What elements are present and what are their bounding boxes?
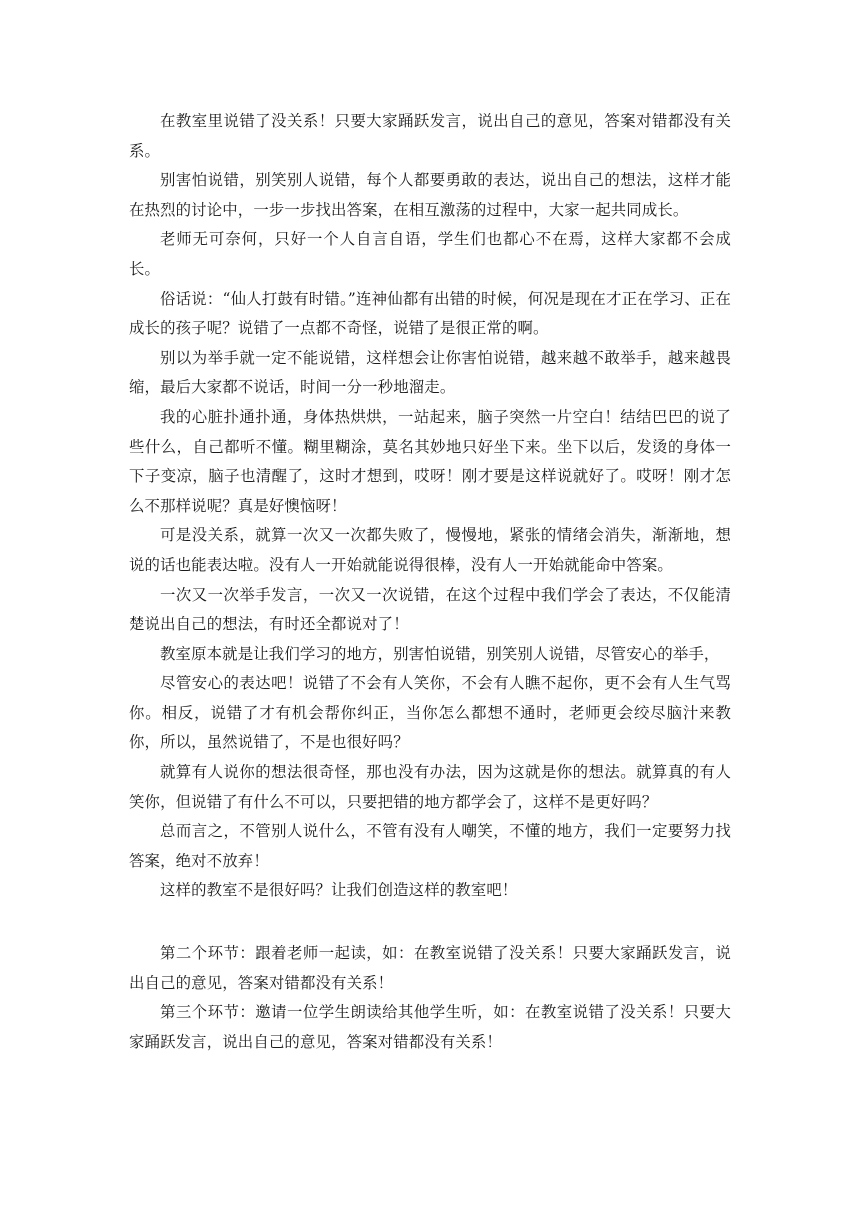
paragraph: 别害怕说错，别笑别人说错，每个人都要勇敢的表达，说出自己的想法，这样才能在热烈的讨论中，一步一步找出答案，在相互激荡的过程中，大家一起共同成长。 [129,171,731,219]
paragraph: 总而言之，不管别人说什么，不管有没有人嘲笑，不懂的地方，我们一定要努力找答案，绝对不放弃！ [129,822,731,870]
paragraph: 教室原本就是让我们学习的地方，别害怕说错，别笑别人说错，尽管安心的举手， [160,644,720,663]
paragraph: 就算有人说你的想法很奇怪，那也没有办法，因为这就是你的想法。就算真的有人笑你，但说错了有什么不可以，只要把错的地方都学会了，这样不是更好吗？ [129,763,731,811]
paragraph: 在教室里说错了没关系！只要大家踊跃发言，说出自己的意见，答案对错都没有关系。 [129,112,731,160]
step-paragraph: 第二个环节：跟着老师一起读，如：在教室说错了没关系！只要大家踊跃发言，说出自己的意见，答案对错都没有关系！ [129,944,731,992]
teaching-steps [129,939,731,1057]
paragraph: 老师无可奈何，只好一个人自言自语，学生们也都心不在焉，这样大家都不会成长。 [129,230,731,278]
paragraph: 可是没关系，就算一次又一次都失败了，慢慢地，紧张的情绪会消失，渐渐地，想说的话也能表达啦。没有人一开始就能说得很棒，没有人一开始就能命中答案。 [129,526,731,574]
paragraph: 我的心脏扑通扑通，身体热烘烘，一站起来，脑子突然一片空白！结结巴巴的说了些什么，自己都听不懂。糊里糊涂，莫名其妙地只好坐下来。坐下以后，发烫的身体一下子变凉，脑子也清醒了，这时才想到，哎呀！刚才要是这样说就好了。哎呀！刚才怎么不那样说呢？真是好懊恼呀！ [129,407,731,515]
paragraph: 这样的教室不是很好吗？让我们创造这样的教室吧！ [160,881,518,900]
essay-body [129,107,731,906]
section-gap [129,906,731,939]
paragraph: 俗话说：“仙人打鼓有时错。”连神仙都有出错的时候，何况是现在才正在学习、正在成长的孩子呢？说错了一点都不奇怪，说错了是很正常的啊。 [129,289,731,338]
step-paragraph: 第三个环节：邀请一位学生朗读给其他学生听，如：在教室说错了没关系！只要大家踊跃发言，说出自己的意见，答案对错都没有关系！ [129,1003,731,1051]
document-page [129,107,731,1057]
paragraph: 尽管安心的表达吧！说错了不会有人笑你，不会有人瞧不起你，更不会有人生气骂你。相反，说错了才有机会帮你纠正，当你怎么都想不通时，老师更会绞尽脑汁来教你，所以，虽然说错了，不是也很好吗？ [129,674,731,752]
paragraph: 一次又一次举手发言，一次又一次说错，在这个过程中我们学会了表达，不仅能清楚说出自己的想法，有时还全都说对了！ [129,585,731,634]
paragraph: 别以为举手就一定不能说错，这样想会让你害怕说错，越来越不敢举手，越来越畏缩，最后大家都不说话，时间一分一秒地溜走。 [129,348,731,397]
